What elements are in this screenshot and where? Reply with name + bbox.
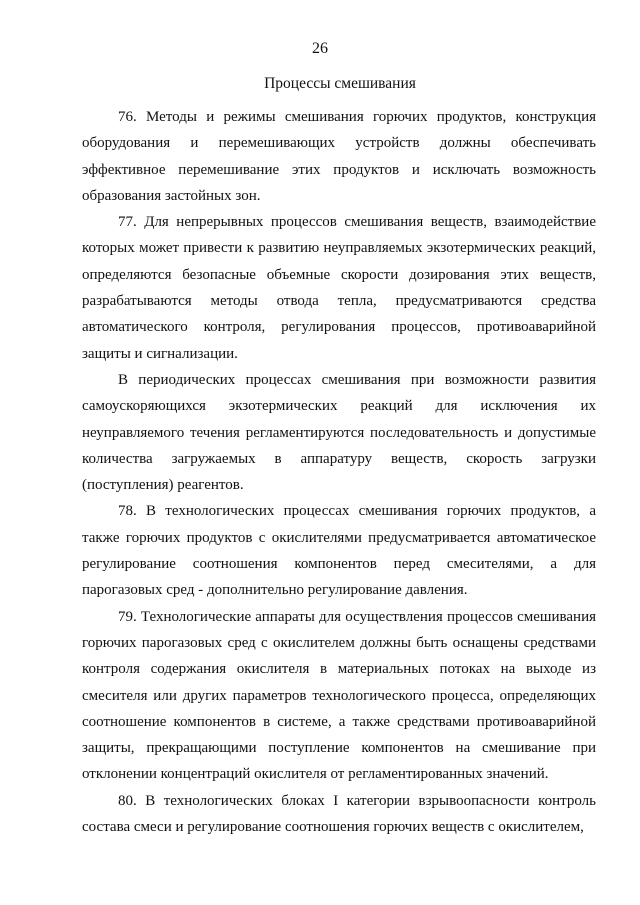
paragraph-78: 78. В технологических процессах смешивания горючих продуктов, а также горючих продуктов с окислителями предусматривается автоматическое регулирование соотношения компонентов перед смесителями, а для парогазовых сред - дополнительно регулирование давления. bbox=[82, 503, 596, 599]
paragraph-79: 79. Технологические аппараты для осуществления процессов смешивания горючих парогазовых сред с окислителем должны быть оснащены средствами контроля содержания окислителя в материальных потоках на выходе из смесителя или других параметров технологического процесса, определяющих соотношение компонентов в системе, а также средствами противоаварийной защиты, прекращающими поступление компонентов на смешивание при отклонении концентраций окислителя от регламентированных значений. bbox=[82, 608, 596, 783]
document-body bbox=[82, 104, 596, 840]
page-number: 26 bbox=[312, 40, 328, 57]
paragraph-80: 80. В технологических блоках I категории взрывоопасности контроль состава смеси и регулирование соотношения горючих веществ с окислителем, bbox=[82, 792, 596, 836]
paragraph-77-periodic: В периодических процессах смешивания при возможности развития самоускоряющихся экзотермических реакций для исключения их неуправляемого течения регламентируются последовательность и допустимые количества загружаемых в аппаратуру веществ, скорость загрузки (поступления) реагентов. bbox=[82, 371, 596, 494]
section-title: Процессы смешивания bbox=[264, 75, 416, 92]
paragraph-76: 76. Методы и режимы смешивания горючих продуктов, конструкция оборудования и перемешивающих устройств должны обеспечивать эффективное перемешивание этих продуктов и исключать возможность образования застойных зон. bbox=[82, 109, 596, 204]
paragraph-77: 77. Для непрерывных процессов смешивания веществ, взаимодействие которых может привести к развитию неуправляемых экзотермических реакций, определяются безопасные объемные скорости дозирования этих веществ, разрабатываются методы отвода тепла, предусматриваются средства автоматического контроля, регулирования процессов, противоаварийной защиты и сигнализации. bbox=[82, 214, 596, 362]
